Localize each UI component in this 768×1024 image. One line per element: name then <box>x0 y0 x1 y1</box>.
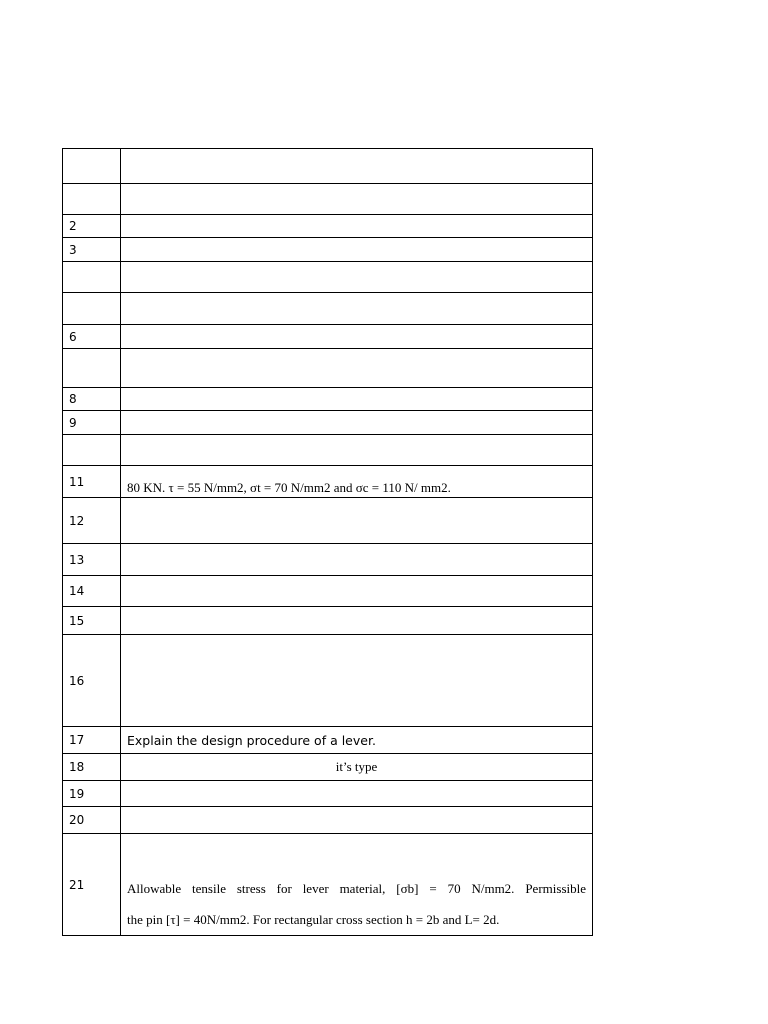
question-text: 80 KN. τ = 55 N/mm2, σt = 70 N/mm2 and σc = 110 N/ mm2. <box>121 466 593 498</box>
question-text <box>121 262 593 293</box>
question-text <box>121 498 593 544</box>
question-text <box>121 435 593 466</box>
question-text <box>121 293 593 325</box>
table-row <box>63 435 593 466</box>
question-number: 2 <box>63 215 121 238</box>
table-row <box>63 388 593 411</box>
table-row <box>63 238 593 262</box>
table-row <box>63 349 593 388</box>
question-text <box>121 807 593 834</box>
question-text: it’s type <box>121 754 593 781</box>
question-number: 19 <box>63 781 121 807</box>
question-text <box>121 781 593 807</box>
table-row <box>63 262 593 293</box>
question-number <box>63 435 121 466</box>
table-row <box>63 466 593 498</box>
question-number: 14 <box>63 576 121 607</box>
question-text <box>121 388 593 411</box>
question-text: Explain the design procedure of a lever. <box>121 727 593 754</box>
question-text <box>121 576 593 607</box>
question-text <box>121 238 593 262</box>
table-row <box>63 498 593 544</box>
table-row <box>63 544 593 576</box>
question-number: 17 <box>63 727 121 754</box>
question-text-line: Allowable tensile stress for lever material, [σb] = 70 N/mm2. Permissible <box>127 881 586 896</box>
question-text <box>121 635 593 727</box>
question-table <box>62 148 593 936</box>
question-number <box>63 349 121 388</box>
table-row <box>63 411 593 435</box>
question-number: 12 <box>63 498 121 544</box>
table-row <box>63 807 593 834</box>
question-number: 11 <box>63 466 121 498</box>
question-text <box>121 215 593 238</box>
table-row <box>63 754 593 781</box>
question-text <box>121 607 593 635</box>
table-row <box>63 834 593 936</box>
question-text <box>121 184 593 215</box>
table-row <box>63 325 593 349</box>
question-number: 20 <box>63 807 121 834</box>
question-number <box>63 262 121 293</box>
question-number: 6 <box>63 325 121 349</box>
question-number <box>63 184 121 215</box>
table-row <box>63 149 593 184</box>
question-number: 13 <box>63 544 121 576</box>
question-text <box>121 544 593 576</box>
table-row <box>63 576 593 607</box>
question-number: 8 <box>63 388 121 411</box>
table-row <box>63 635 593 727</box>
question-number: 15 <box>63 607 121 635</box>
question-number: 9 <box>63 411 121 435</box>
table-row <box>63 293 593 325</box>
question-number: 21 <box>63 834 121 936</box>
question-number <box>63 149 121 184</box>
table-row <box>63 215 593 238</box>
question-number: 16 <box>63 635 121 727</box>
table-row <box>63 607 593 635</box>
table-row <box>63 781 593 807</box>
question-text <box>121 834 593 936</box>
question-number: 3 <box>63 238 121 262</box>
question-text-line: the pin [τ] = 40N/mm2. For rectangular cross section h = 2b and L= 2d. <box>127 912 500 927</box>
question-number: 18 <box>63 754 121 781</box>
question-text <box>121 325 593 349</box>
question-text <box>121 149 593 184</box>
question-text <box>121 411 593 435</box>
question-text <box>121 349 593 388</box>
table-row <box>63 184 593 215</box>
question-number <box>63 293 121 325</box>
table-row <box>63 727 593 754</box>
